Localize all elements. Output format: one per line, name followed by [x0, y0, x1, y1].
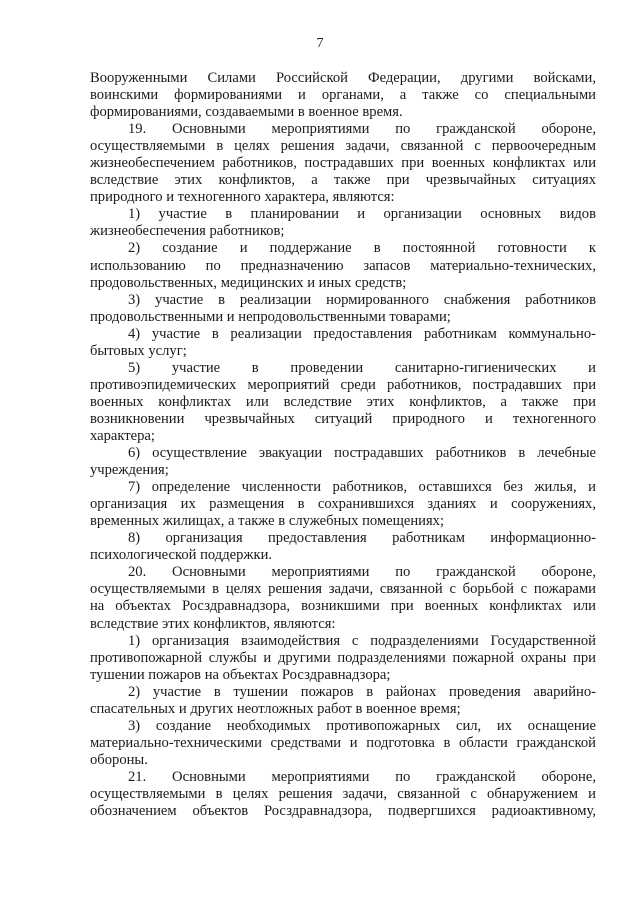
- text-line: материально-техническими средствами и подготовка в области гражданской: [90, 734, 596, 751]
- text-line: воинскими формированиями и органами, а также со специальными: [90, 87, 596, 104]
- text-line: 3) создание необходимых противопожарных сил, их оснащение: [128, 717, 596, 734]
- text-line: осуществляемыми в целях решения задачи, связанной с первоочередным: [90, 138, 596, 155]
- text-line: 3) участие в реализации нормированного снабжения работников: [128, 291, 596, 308]
- text-line: бытовых услуг;: [90, 342, 187, 359]
- text-line: 20. Основными мероприятиями по гражданской обороне,: [128, 564, 596, 581]
- text-line: 5) участие в проведении санитарно-гигиенических и: [128, 359, 596, 376]
- text-line: тушении пожаров на объектах Росздравнадзора;: [90, 666, 391, 683]
- text-line: Вооруженными Силами Российской Федерации, другими войсками,: [90, 70, 596, 86]
- text-line: обороны.: [90, 751, 148, 768]
- text-line: 8) организация предоставления работникам информационно-: [128, 530, 596, 547]
- text-line: продовольственных, медицинских и иных средств;: [90, 274, 407, 291]
- text-line: спасательных и других неотложных работ в военное время;: [90, 700, 461, 717]
- text-line: организация их размещения в сохранившихся зданиях и сооружениях,: [90, 496, 596, 513]
- text-line: вследствие этих конфликтов, а также при чрезвычайных ситуациях: [90, 172, 596, 189]
- text-line: противопожарной службы и другими подразделениями пожарной охраны при: [90, 649, 596, 666]
- text-line: 7) определение численности работников, оставшихся без жилья, и: [128, 479, 596, 496]
- text-line: 4) участие в реализации предоставления работникам коммунально-: [128, 325, 596, 342]
- document-body-text: [90, 70, 596, 820]
- text-line: использованию по предназначению запасов материально-технических,: [90, 257, 596, 274]
- text-line: обозначением объектов Росздравнадзора, подвергшихся радиоактивному,: [90, 803, 596, 820]
- text-line: 2) создание и поддержание в постоянной готовности к: [128, 240, 596, 257]
- text-line: на объектах Росздравнадзора, возникшими при военных конфликтах или: [90, 598, 596, 615]
- text-line: военных конфликтах или вследствие этих конфликтов, а также при: [90, 393, 596, 410]
- text-line: психологической поддержки.: [90, 547, 273, 564]
- text-line: 19. Основными мероприятиями по гражданской обороне,: [128, 121, 596, 138]
- text-line: противоэпидемических мероприятий среди работников, пострадавших при: [90, 376, 596, 393]
- text-line: 1) участие в планировании и организации основных видов: [128, 206, 596, 223]
- text-line: жизнеобеспечения работников;: [90, 223, 285, 240]
- text-line: осуществляемыми в целях решения задачи, связанной с борьбой с пожарами: [90, 581, 596, 598]
- text-line: учреждения;: [90, 462, 169, 479]
- text-line: 2) участие в тушении пожаров в районах проведения аварийно-: [128, 683, 596, 700]
- text-line: формированиями, создаваемыми в военное время.: [90, 104, 403, 121]
- text-line: 1) организация взаимодействия с подразделениями Государственной: [128, 632, 596, 649]
- page-number: 7: [316, 36, 324, 51]
- text-line: вследствие этих конфликтов, являются:: [90, 615, 336, 632]
- text-line: жизнеобеспечением работников, пострадавших при военных конфликтах или: [90, 155, 596, 172]
- text-line: 6) осуществление эвакуации пострадавших работников в лечебные: [128, 445, 596, 462]
- text-line: характера;: [90, 427, 155, 444]
- text-line: осуществляемыми в целях решения задачи, связанной с обнаружением и: [90, 785, 596, 802]
- text-line: 21. Основными мероприятиями по гражданской обороне,: [128, 768, 596, 785]
- text-line: временных жилищах, а также в служебных помещениях;: [90, 513, 445, 530]
- text-line: природного и техногенного характера, являются:: [90, 189, 395, 206]
- text-line: продовольственными и непродовольственными товарами;: [90, 308, 451, 325]
- text-line: возникновении чрезвычайных ситуаций природного и техногенного: [90, 410, 596, 427]
